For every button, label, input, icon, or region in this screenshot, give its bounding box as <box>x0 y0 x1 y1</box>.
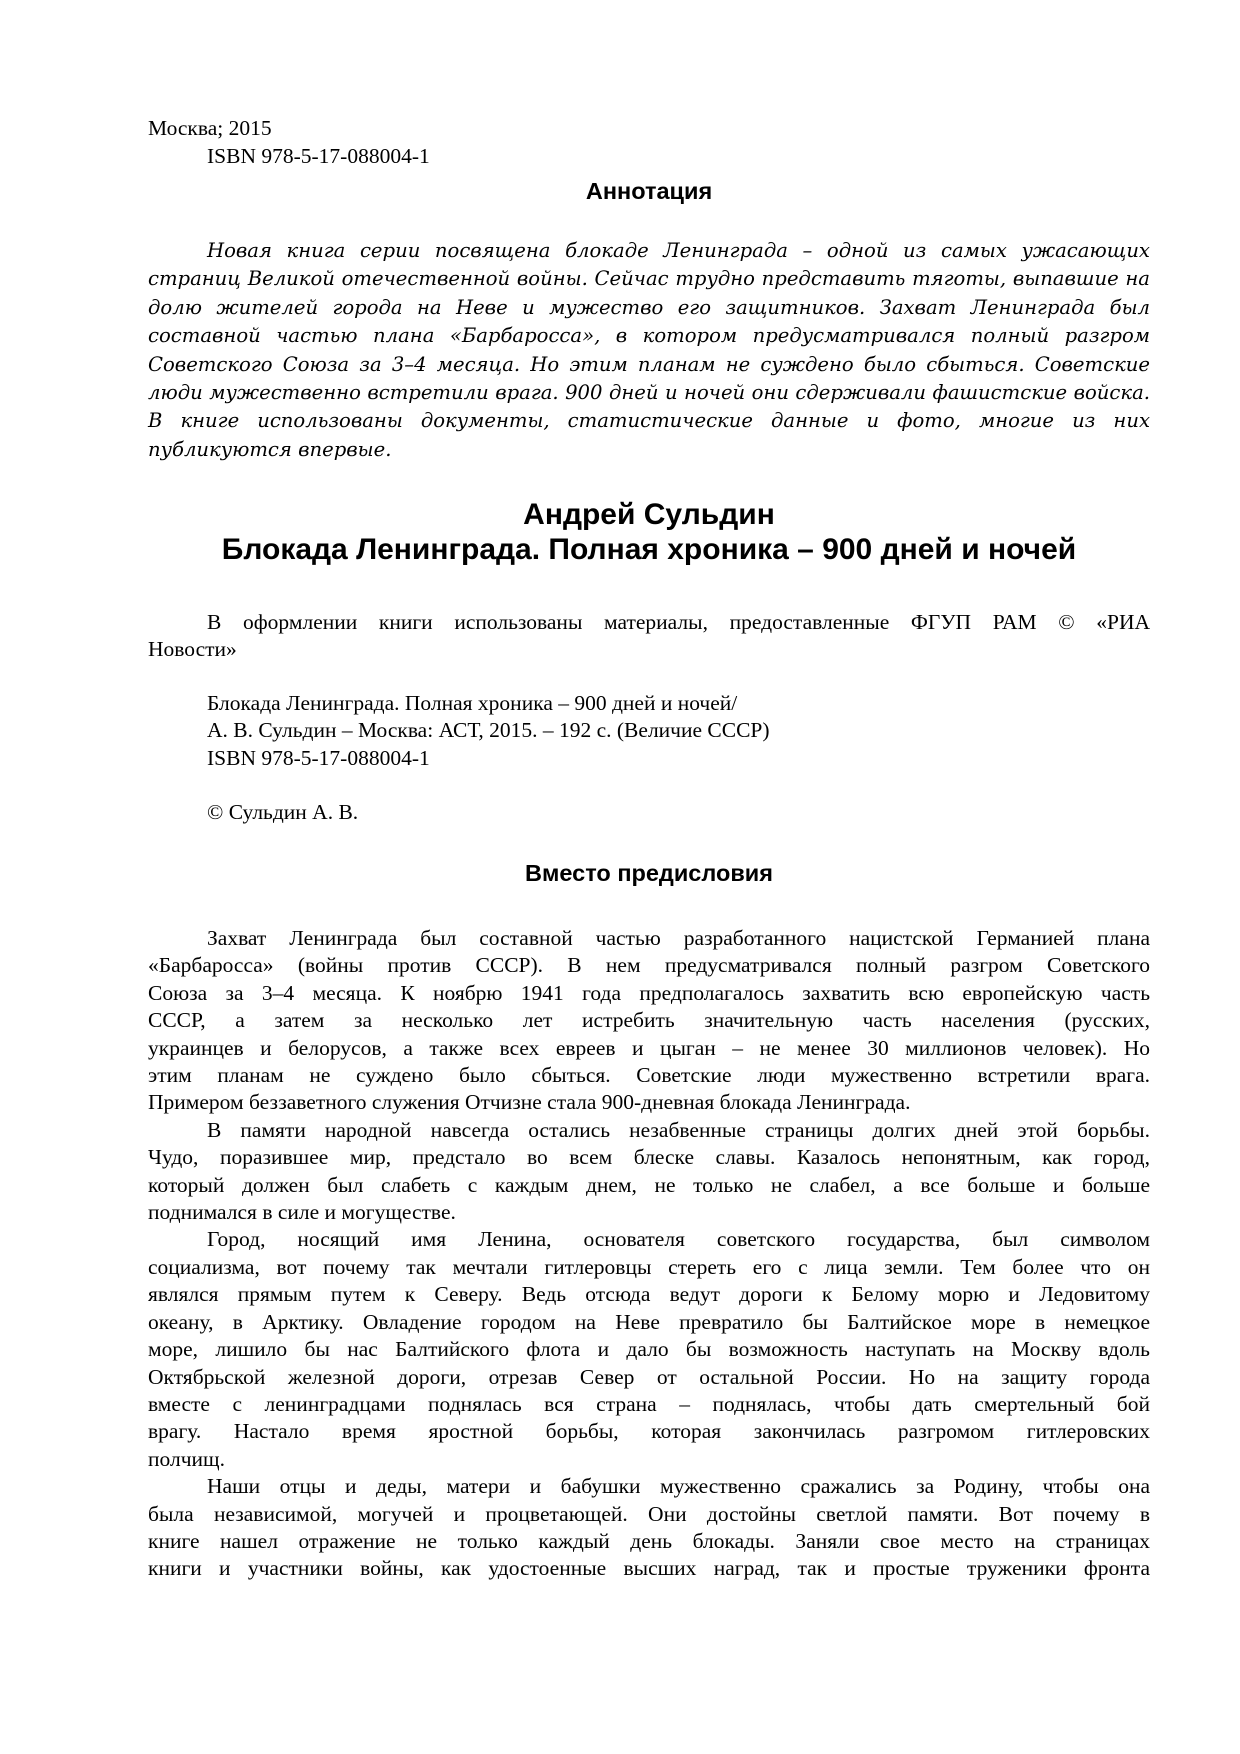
preface-line: являлся прямым путем к Северу. Ведь отсюда ведут дороги к Белому морю и Ледовитому <box>148 1282 1150 1307</box>
annotation-line: В книге использованы документы, статистические данные и фото, многие из них <box>148 409 1150 433</box>
preface-line: социализма, вот почему так мечтали гитлеровцы стереть его с лица земли. Тем более что он <box>148 1254 1150 1279</box>
preface-paragraph <box>148 1226 1150 1473</box>
preface-line: «Барбаросса» (войны против СССР). В нем предусматривался полный разгром Советского <box>148 953 1150 978</box>
copyright-notice: © Сульдин А. В. <box>207 800 359 824</box>
preface-line: Город, носящий имя Ленина, основателя советского государства, был символом <box>207 1227 1150 1252</box>
annotation-line: публикуются впервые. <box>148 437 392 461</box>
preface-line: В памяти народной навсегда остались незабвенные страницы долгих дней этой борьбы. <box>207 1117 1150 1142</box>
preface-body <box>148 925 1150 1583</box>
credits-line: Новости» <box>148 637 237 662</box>
preface-line: СССР, а затем за несколько лет истребить значительную часть населения (русских, <box>148 1008 1150 1033</box>
annotation-line: Советского Союза за 3–4 месяца. Но этим планам не суждено было сбыться. Советские <box>148 352 1150 376</box>
credits-paragraph <box>148 609 1150 664</box>
imprint-isbn: ISBN 978-5-17-088004-1 <box>207 144 430 168</box>
preface-line: океану, в Арктику. Овладение городом на Неве превратило бы Балтийское море в немецкое <box>148 1309 1150 1334</box>
imprint-city-year: Москва; 2015 <box>148 116 272 140</box>
annotation-line: Новая книга серии посвящена блокаде Ленинграда – одной из самых ужасающих <box>207 239 1150 262</box>
preface-line: поднимался в силе и могуществе. <box>148 1200 456 1225</box>
annotation-line: страниц Великой отечественной войны. Сейчас трудно представить тяготы, выпавшие на <box>148 267 1150 291</box>
preface-line: этим планам не суждено было сбыться. Советские люди мужественно встретили врага. <box>148 1063 1150 1088</box>
preface-line: Октябрьской железной дороги, отрезав Север от остальной России. Но на защиту города <box>148 1364 1150 1389</box>
preface-line: была независимой, могучей и процветающей. Они достойны светлой памяти. Вот почему в <box>148 1501 1150 1526</box>
book-title-block <box>148 497 1150 567</box>
biblio-line: А. В. Сульдин – Москва: АСТ, 2015. – 192 с. (Величие СССР) <box>207 718 770 743</box>
preface-line: книги и участники войны, как удостоенные высших наград, так и простые труженики фронта <box>148 1556 1150 1581</box>
preface-line: море, лишило бы нас Балтийского флота и дало бы возможность наступать на Москву вдоль <box>148 1337 1150 1362</box>
preface-paragraph <box>148 1117 1150 1227</box>
preface-heading: Вместо предисловия <box>525 860 773 886</box>
preface-line: который должен был слабеть с каждым днем, не только не слабел, а все больше и больше <box>148 1172 1150 1197</box>
annotation-line: составной частью плана «Барбаросса», в котором предусматривался полный разгром <box>148 324 1150 348</box>
preface-line: книге нашел отражение не только каждый день блокады. Заняли свое место на страницах <box>148 1528 1150 1553</box>
annotation-heading: Аннотация <box>585 178 713 204</box>
preface-line: Захват Ленинграда был составной частью разработанного нацистской Германией плана <box>207 926 1150 950</box>
preface-line: Примером беззаветного служения Отчизне стала 900-дневная блокада Ленинграда. <box>148 1090 911 1115</box>
preface-paragraph <box>148 925 1150 1117</box>
preface-line: Наши отцы и деды, матери и бабушки мужественно сражались за Родину, чтобы она <box>207 1474 1150 1499</box>
annotation-line: люди мужественно встретили врага. 900 дней и ночей они сдерживали фашистские войска. <box>148 381 1150 405</box>
bibliographic-record <box>207 690 770 772</box>
annotation-paragraph <box>148 237 1150 464</box>
biblio-line: ISBN 978-5-17-088004-1 <box>207 745 430 770</box>
book-title: Блокада Ленинграда. Полная хроника – 900 дней и ночей <box>221 533 1077 566</box>
annotation-line: долю жителей города на Неве и мужество его защитников. Захват Ленинграда был <box>148 295 1150 319</box>
credits-line: В оформлении книги использованы материалы, предоставленные ФГУП РАМ © «РИА <box>207 610 1150 634</box>
preface-line: вместе с ленинградцами поднялась вся страна – поднялась, чтобы дать смертельный бой <box>148 1391 1150 1416</box>
preface-paragraph <box>148 1473 1150 1583</box>
preface-line: полчищ. <box>148 1446 225 1471</box>
book-author: Андрей Сульдин <box>523 498 775 531</box>
preface-line: врагу. Настало время яростной борьбы, которая закончилась разгромом гитлеровских <box>148 1419 1150 1444</box>
preface-line: Союза за 3–4 месяца. К ноябрю 1941 года предполагалось захватить всю европейскую часть <box>148 980 1150 1005</box>
biblio-line: Блокада Ленинграда. Полная хроника – 900 дней и ночей/ <box>207 691 738 715</box>
preface-line: украинцев и белорусов, а также всех евреев и цыган – не менее 30 миллионов человек). Но <box>148 1035 1150 1060</box>
preface-line: Чудо, поразившее мир, предстало во всем блеске славы. Казалось непонятным, как город, <box>148 1145 1150 1170</box>
